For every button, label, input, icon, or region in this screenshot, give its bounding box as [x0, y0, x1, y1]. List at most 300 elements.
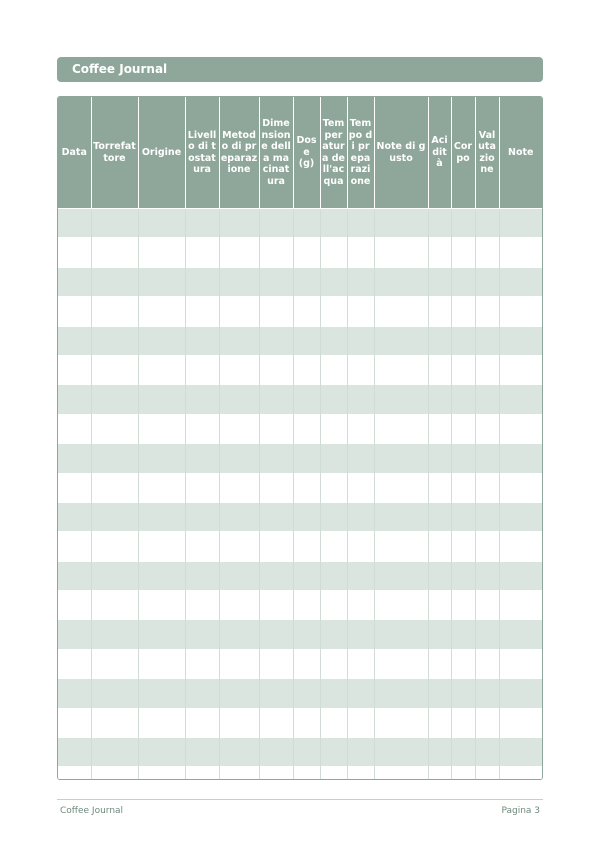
table-cell[interactable]	[320, 767, 347, 780]
table-cell[interactable]	[499, 502, 542, 531]
table-cell[interactable]	[499, 532, 542, 561]
table-cell[interactable]	[58, 473, 91, 502]
table-cell[interactable]	[475, 561, 499, 590]
table-cell[interactable]	[293, 414, 320, 443]
table-cell[interactable]	[320, 561, 347, 590]
table-cell[interactable]	[185, 297, 219, 326]
table-cell[interactable]	[428, 297, 451, 326]
table-cell[interactable]	[475, 738, 499, 767]
table-cell[interactable]	[91, 561, 138, 590]
table-row	[58, 267, 542, 296]
table-cell[interactable]	[428, 532, 451, 561]
table-cell[interactable]	[428, 473, 451, 502]
table-cell[interactable]	[219, 767, 259, 780]
table-cell[interactable]	[499, 297, 542, 326]
table-cell[interactable]	[347, 738, 374, 767]
table-cell[interactable]	[58, 738, 91, 767]
table-cell[interactable]	[138, 502, 185, 531]
table-cell[interactable]	[320, 591, 347, 620]
table-cell[interactable]	[259, 532, 293, 561]
table-cell[interactable]	[293, 473, 320, 502]
table-cell[interactable]	[347, 267, 374, 296]
table-cell[interactable]	[451, 532, 475, 561]
table-cell[interactable]	[499, 238, 542, 267]
table-cell[interactable]	[185, 414, 219, 443]
table-cell[interactable]	[428, 355, 451, 384]
table-cell[interactable]	[91, 326, 138, 355]
table-cell[interactable]	[58, 355, 91, 384]
table-cell[interactable]	[347, 620, 374, 649]
table-cell[interactable]	[185, 708, 219, 737]
table-cell[interactable]	[475, 620, 499, 649]
table-cell[interactable]	[219, 326, 259, 355]
table-cell[interactable]	[451, 355, 475, 384]
table-cell[interactable]	[293, 738, 320, 767]
table-cell[interactable]	[259, 502, 293, 531]
table-cell[interactable]	[428, 591, 451, 620]
table-cell[interactable]	[58, 591, 91, 620]
table-cell[interactable]	[475, 591, 499, 620]
table-cell[interactable]	[428, 767, 451, 780]
table-cell[interactable]	[374, 355, 428, 384]
table-cell[interactable]	[428, 620, 451, 649]
table-cell[interactable]	[374, 297, 428, 326]
table-cell[interactable]	[58, 297, 91, 326]
table-cell[interactable]	[58, 209, 91, 238]
table-cell[interactable]	[219, 649, 259, 678]
table-cell[interactable]	[428, 238, 451, 267]
table-cell[interactable]	[58, 502, 91, 531]
table-cell[interactable]	[293, 209, 320, 238]
table-cell[interactable]	[138, 473, 185, 502]
table-cell[interactable]	[185, 649, 219, 678]
column-header-dose: Dose (g)	[293, 97, 320, 209]
table-cell[interactable]	[499, 473, 542, 502]
table-cell[interactable]	[293, 385, 320, 414]
table-cell[interactable]	[185, 444, 219, 473]
table-cell[interactable]	[451, 414, 475, 443]
table-cell[interactable]	[185, 385, 219, 414]
table-cell[interactable]	[219, 532, 259, 561]
table-cell[interactable]	[374, 326, 428, 355]
table-cell[interactable]	[451, 649, 475, 678]
table-cell[interactable]	[451, 679, 475, 708]
table-cell[interactable]	[58, 385, 91, 414]
table-cell[interactable]	[259, 385, 293, 414]
table-cell[interactable]	[451, 297, 475, 326]
table-cell[interactable]	[499, 444, 542, 473]
table-cell[interactable]	[138, 414, 185, 443]
table-cell[interactable]	[91, 267, 138, 296]
table-cell[interactable]	[219, 502, 259, 531]
table-cell[interactable]	[58, 767, 91, 780]
table-cell[interactable]	[320, 297, 347, 326]
table-row	[58, 238, 542, 267]
table-cell[interactable]	[428, 679, 451, 708]
table-cell[interactable]	[138, 738, 185, 767]
table-cell[interactable]	[428, 649, 451, 678]
table-cell[interactable]	[347, 649, 374, 678]
table-cell[interactable]	[185, 532, 219, 561]
column-header-dimensione-macinatura: Dimensione della macinatura	[259, 97, 293, 209]
table-cell[interactable]	[499, 591, 542, 620]
table-cell[interactable]	[138, 591, 185, 620]
table-cell[interactable]	[185, 267, 219, 296]
table-cell[interactable]	[138, 767, 185, 780]
table-row	[58, 209, 542, 238]
table-cell[interactable]	[499, 561, 542, 590]
table-cell[interactable]	[347, 238, 374, 267]
table-cell[interactable]	[475, 267, 499, 296]
table-cell[interactable]	[259, 297, 293, 326]
table-cell[interactable]	[428, 267, 451, 296]
table-cell[interactable]	[451, 620, 475, 649]
table-cell[interactable]	[219, 385, 259, 414]
table-cell[interactable]	[293, 620, 320, 649]
table-cell[interactable]	[138, 355, 185, 384]
table-cell[interactable]	[91, 473, 138, 502]
table-cell[interactable]	[428, 502, 451, 531]
table-cell[interactable]	[320, 502, 347, 531]
table-cell[interactable]	[219, 591, 259, 620]
table-cell[interactable]	[347, 767, 374, 780]
table-cell[interactable]	[138, 649, 185, 678]
table-cell[interactable]	[91, 591, 138, 620]
table-cell[interactable]	[475, 444, 499, 473]
table-cell[interactable]	[451, 444, 475, 473]
table-cell[interactable]	[219, 708, 259, 737]
table-cell[interactable]	[91, 238, 138, 267]
table-cell[interactable]	[320, 267, 347, 296]
table-cell[interactable]	[259, 767, 293, 780]
footer-page-number: Pagina 3	[501, 806, 540, 816]
table-cell[interactable]	[259, 679, 293, 708]
table-cell[interactable]	[451, 238, 475, 267]
column-header-metodo-preparazione: Metodo di preparazione	[219, 97, 259, 209]
table-cell[interactable]	[91, 209, 138, 238]
table-cell[interactable]	[185, 561, 219, 590]
table-cell[interactable]	[320, 326, 347, 355]
table-cell[interactable]	[138, 444, 185, 473]
table-cell[interactable]	[58, 708, 91, 737]
table-cell[interactable]	[259, 267, 293, 296]
table-cell[interactable]	[138, 326, 185, 355]
table-cell[interactable]	[499, 267, 542, 296]
table-cell[interactable]	[475, 767, 499, 780]
table-cell[interactable]	[475, 326, 499, 355]
table-cell[interactable]	[293, 297, 320, 326]
table-cell[interactable]	[320, 620, 347, 649]
table-cell[interactable]	[259, 444, 293, 473]
table-cell[interactable]	[293, 355, 320, 384]
table-cell[interactable]	[347, 708, 374, 737]
table-cell[interactable]	[259, 355, 293, 384]
table-cell[interactable]	[259, 414, 293, 443]
table-cell[interactable]	[451, 708, 475, 737]
table-cell[interactable]	[475, 532, 499, 561]
table-cell[interactable]	[428, 385, 451, 414]
table-cell[interactable]	[259, 708, 293, 737]
table-cell[interactable]	[428, 209, 451, 238]
table-cell[interactable]	[475, 679, 499, 708]
table-cell[interactable]	[347, 679, 374, 708]
table-cell[interactable]	[428, 414, 451, 443]
table-cell[interactable]	[347, 326, 374, 355]
table-row	[58, 532, 542, 561]
table-cell[interactable]	[475, 209, 499, 238]
table-cell[interactable]	[499, 209, 542, 238]
table-cell[interactable]	[475, 414, 499, 443]
table-cell[interactable]	[451, 591, 475, 620]
column-header-livello-tostatura: Livello di tostatura	[185, 97, 219, 209]
table-cell[interactable]	[91, 297, 138, 326]
table-cell[interactable]	[499, 679, 542, 708]
table-cell[interactable]	[91, 444, 138, 473]
table-cell[interactable]	[138, 297, 185, 326]
table-cell[interactable]	[451, 326, 475, 355]
table-cell[interactable]	[347, 297, 374, 326]
table-cell[interactable]	[374, 532, 428, 561]
table-row	[58, 767, 542, 780]
table-cell[interactable]	[91, 355, 138, 384]
table-cell[interactable]	[475, 385, 499, 414]
table-cell[interactable]	[320, 414, 347, 443]
table-row	[58, 561, 542, 590]
table-cell[interactable]	[428, 708, 451, 737]
table-cell[interactable]	[374, 444, 428, 473]
table-cell[interactable]	[293, 238, 320, 267]
table-cell[interactable]	[91, 649, 138, 678]
table-cell[interactable]	[58, 649, 91, 678]
table-cell[interactable]	[219, 473, 259, 502]
table-cell[interactable]	[259, 591, 293, 620]
table-cell[interactable]	[374, 238, 428, 267]
table-cell[interactable]	[185, 738, 219, 767]
table-cell[interactable]	[499, 649, 542, 678]
table-cell[interactable]	[259, 561, 293, 590]
table-cell[interactable]	[138, 561, 185, 590]
table-cell[interactable]	[259, 238, 293, 267]
table-cell[interactable]	[374, 385, 428, 414]
journal-table	[58, 97, 542, 780]
table-cell[interactable]	[320, 209, 347, 238]
table-cell[interactable]	[475, 708, 499, 737]
column-header-note-gusto: Note di gusto	[374, 97, 428, 209]
table-cell[interactable]	[138, 209, 185, 238]
table-cell[interactable]	[475, 502, 499, 531]
table-row	[58, 679, 542, 708]
table-cell[interactable]	[58, 238, 91, 267]
table-cell[interactable]	[451, 738, 475, 767]
table-cell[interactable]	[320, 444, 347, 473]
table-cell[interactable]	[293, 649, 320, 678]
table-cell[interactable]	[219, 267, 259, 296]
table-cell[interactable]	[91, 414, 138, 443]
table-cell[interactable]	[347, 502, 374, 531]
table-cell[interactable]	[293, 708, 320, 737]
table-cell[interactable]	[451, 767, 475, 780]
table-cell[interactable]	[320, 473, 347, 502]
table-cell[interactable]	[293, 591, 320, 620]
table-cell[interactable]	[259, 326, 293, 355]
column-header-data: Data	[58, 97, 91, 209]
table-cell[interactable]	[374, 591, 428, 620]
table-cell[interactable]	[91, 708, 138, 737]
table-cell[interactable]	[374, 561, 428, 590]
table-cell[interactable]	[320, 238, 347, 267]
table-cell[interactable]	[499, 708, 542, 737]
table-cell[interactable]	[293, 561, 320, 590]
table-cell[interactable]	[219, 561, 259, 590]
table-cell[interactable]	[219, 238, 259, 267]
table-cell[interactable]	[91, 502, 138, 531]
table-cell[interactable]	[499, 620, 542, 649]
table-cell[interactable]	[185, 591, 219, 620]
table-cell[interactable]	[185, 767, 219, 780]
table-cell[interactable]	[138, 238, 185, 267]
table-cell[interactable]	[428, 326, 451, 355]
table-cell[interactable]	[293, 444, 320, 473]
table-cell[interactable]	[58, 620, 91, 649]
table-cell[interactable]	[347, 473, 374, 502]
table-cell[interactable]	[320, 355, 347, 384]
table-cell[interactable]	[428, 738, 451, 767]
table-cell[interactable]	[374, 209, 428, 238]
table-cell[interactable]	[138, 708, 185, 737]
table-cell[interactable]	[475, 355, 499, 384]
table-cell[interactable]	[347, 444, 374, 473]
table-row	[58, 414, 542, 443]
column-header-valutazione: Valutazione	[475, 97, 499, 209]
table-cell[interactable]	[374, 679, 428, 708]
table-cell[interactable]	[91, 679, 138, 708]
table-cell[interactable]	[499, 326, 542, 355]
table-cell[interactable]	[91, 532, 138, 561]
table-cell[interactable]	[499, 414, 542, 443]
table-cell[interactable]	[58, 267, 91, 296]
table-cell[interactable]	[347, 209, 374, 238]
table-cell[interactable]	[320, 385, 347, 414]
table-cell[interactable]	[374, 414, 428, 443]
table-cell[interactable]	[293, 326, 320, 355]
table-cell[interactable]	[320, 738, 347, 767]
table-cell[interactable]	[374, 708, 428, 737]
table-cell[interactable]	[138, 620, 185, 649]
table-cell[interactable]	[219, 297, 259, 326]
table-cell[interactable]	[138, 532, 185, 561]
table-cell[interactable]	[347, 355, 374, 384]
table-cell[interactable]	[91, 385, 138, 414]
table-cell[interactable]	[259, 620, 293, 649]
table-cell[interactable]	[451, 385, 475, 414]
column-header-corpo: Corpo	[451, 97, 475, 209]
table-cell[interactable]	[185, 620, 219, 649]
table-cell[interactable]	[138, 385, 185, 414]
table-cell[interactable]	[347, 561, 374, 590]
table-cell[interactable]	[259, 738, 293, 767]
table-cell[interactable]	[374, 502, 428, 531]
table-cell[interactable]	[374, 620, 428, 649]
table-cell[interactable]	[499, 385, 542, 414]
table-cell[interactable]	[347, 591, 374, 620]
table-cell[interactable]	[185, 355, 219, 384]
table-cell[interactable]	[138, 679, 185, 708]
table-cell[interactable]	[91, 738, 138, 767]
table-cell[interactable]	[219, 620, 259, 649]
table-cell[interactable]	[91, 620, 138, 649]
table-cell[interactable]	[259, 649, 293, 678]
table-cell[interactable]	[185, 502, 219, 531]
table-cell[interactable]	[138, 267, 185, 296]
table-cell[interactable]	[219, 679, 259, 708]
table-cell[interactable]	[428, 444, 451, 473]
table-cell[interactable]	[91, 767, 138, 780]
table-cell[interactable]	[451, 209, 475, 238]
table-cell[interactable]	[219, 414, 259, 443]
table-cell[interactable]	[293, 679, 320, 708]
table-cell[interactable]	[451, 561, 475, 590]
table-cell[interactable]	[475, 473, 499, 502]
table-cell[interactable]	[219, 209, 259, 238]
table-cell[interactable]	[320, 532, 347, 561]
table-cell[interactable]	[293, 532, 320, 561]
table-cell[interactable]	[58, 561, 91, 590]
table-cell[interactable]	[320, 708, 347, 737]
table-cell[interactable]	[374, 649, 428, 678]
column-header-origine: Origine	[138, 97, 185, 209]
table-cell[interactable]	[293, 502, 320, 531]
table-cell[interactable]	[451, 473, 475, 502]
table-cell[interactable]	[451, 267, 475, 296]
table-cell[interactable]	[185, 238, 219, 267]
table-cell[interactable]	[320, 679, 347, 708]
table-cell[interactable]	[347, 414, 374, 443]
table-cell[interactable]	[374, 738, 428, 767]
table-cell[interactable]	[347, 385, 374, 414]
table-cell[interactable]	[475, 238, 499, 267]
table-cell[interactable]	[185, 209, 219, 238]
table-cell[interactable]	[374, 767, 428, 780]
table-cell[interactable]	[185, 473, 219, 502]
table-cell[interactable]	[499, 767, 542, 780]
table-cell[interactable]	[219, 444, 259, 473]
table-cell[interactable]	[219, 738, 259, 767]
table-cell[interactable]	[374, 267, 428, 296]
table-cell[interactable]	[185, 679, 219, 708]
table-cell[interactable]	[219, 355, 259, 384]
table-cell[interactable]	[58, 532, 91, 561]
table-cell[interactable]	[58, 414, 91, 443]
table-cell[interactable]	[185, 326, 219, 355]
table-cell[interactable]	[58, 444, 91, 473]
table-cell[interactable]	[293, 767, 320, 780]
table-cell[interactable]	[451, 502, 475, 531]
table-cell[interactable]	[58, 679, 91, 708]
table-row	[58, 385, 542, 414]
table-cell[interactable]	[374, 473, 428, 502]
table-cell[interactable]	[499, 355, 542, 384]
table-cell[interactable]	[475, 297, 499, 326]
table-cell[interactable]	[428, 561, 451, 590]
table-cell[interactable]	[293, 267, 320, 296]
table-cell[interactable]	[58, 326, 91, 355]
table-cell[interactable]	[259, 473, 293, 502]
table-cell[interactable]	[320, 649, 347, 678]
table-cell[interactable]	[475, 649, 499, 678]
table-cell[interactable]	[347, 532, 374, 561]
table-cell[interactable]	[499, 738, 542, 767]
table-cell[interactable]	[259, 209, 293, 238]
